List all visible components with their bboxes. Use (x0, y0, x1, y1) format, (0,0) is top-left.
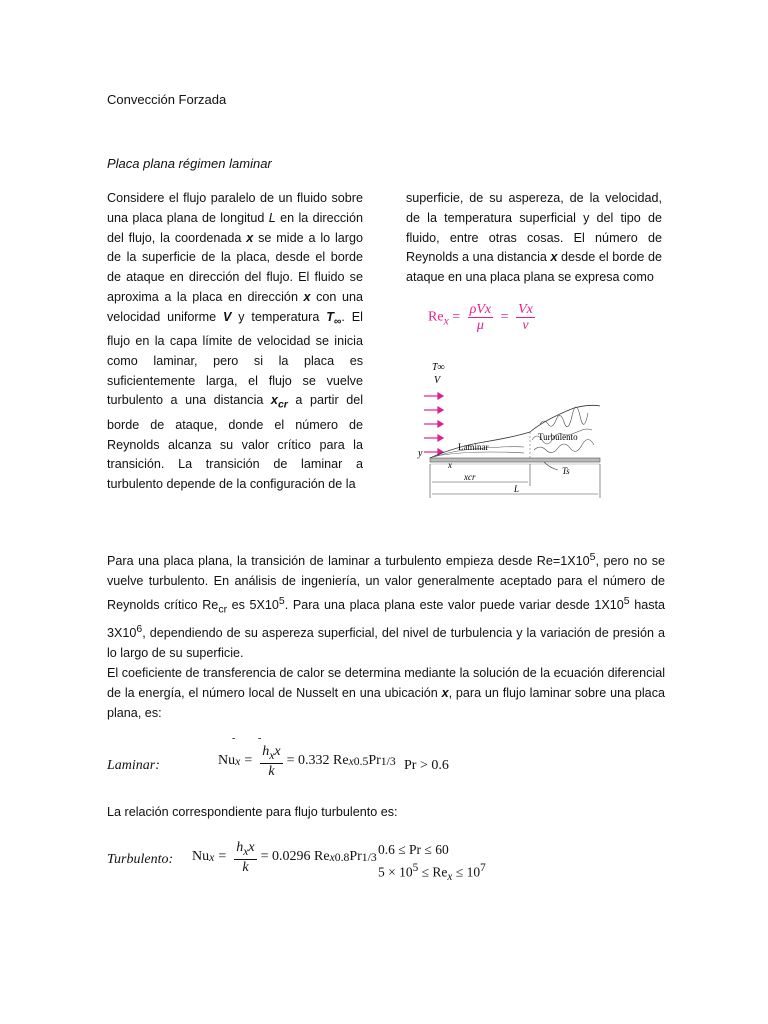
transition-paragraph: Para una placa plana, la transición de laminar a turbulento empieza desde $Re=1X10^5$, pero no se vuelve turbulento. En análisis de ingeniería, un valor generalmente aceptado para el número de Reynolds crítico $Re_{cr}$ es $5X10^5$. Para una placa plana este valor puede variar desde $1X10^5$ hasta $3X10^6$, dependiendo de su aspereza superficial, del nivel de turbulencia y la variación de presión a lo largo de su superficie. (107, 551, 665, 661)
flow-arrows (424, 393, 443, 455)
flat-plate (430, 458, 600, 462)
laminar-label: Laminar (458, 442, 489, 452)
turbulent-condition-re: $5 \times 10^5 \le Re_x \le 10^7$ (378, 862, 486, 884)
laminar-nusselt-equation: Nu x = $\frac{h_xx}{k}$ = 0.332 Re x 0.5 Pr 1/3 (218, 744, 396, 779)
turbulent-equation-label: Turbulento: (107, 852, 174, 867)
turbulent-condition-pr: 0.6 ≤ Pr ≤ 60 (378, 842, 449, 857)
left-column-paragraph: Considere el flujo paralelo de un fluido sobre una placa plana de longitud L en la dirección del flujo, la coordenada x se mide a lo largo de la superficie de la placa, desde el borde de ataque en dirección del flujo. El fluido se aproxima a la placa en dirección x con una velocidad uniforme V y temperatura $T_\infty$. El flujo en la capa límite de velocidad se inicia como laminar, pero si la placa es suficientemente larga, el flujo se vuelve turbulento a una distancia $x_{cr}$ a partir del borde de ataque, donde el número de Reynolds alcanza su valor crítico para la transición. La transición de laminar a turbulento depende de la configuración de la (107, 191, 364, 492)
x-label: x (448, 460, 452, 470)
nusselt-paragraph: El coeficiente de transferencia de calor se determina mediante la solución de la ecuación diferencial de la energía, el número local de Nusselt en una ubicación x, para un flujo laminar sobre una placa plana, es: (107, 666, 665, 720)
document-title: Convección Forzada (107, 92, 227, 107)
length-label: L (514, 484, 520, 494)
y-axis-label: y (418, 448, 423, 459)
right-column-paragraph: superficie, de su aspereza, de la velocidad, de la temperatura superficial y del tipo de fluido, entre otras cosas. El número de Reynolds a una distancia x desde el borde de ataque en una placa plana se expresa como (406, 191, 662, 285)
laminar-equation-label: Laminar: (107, 758, 160, 773)
dash-mark: - (232, 733, 236, 744)
xcr-label: xcr (464, 472, 476, 482)
turbulent-nusselt-equation: Nu x = $\frac{h_xx}{k}$ = 0.0296 Re x 0.8 Pr 1/3 (192, 840, 377, 875)
laminar-condition: Pr > 0.6 (404, 758, 449, 773)
reynolds-equation: $Re_x$ = $\frac{\text{ρVx}}{\mu}$ = $\frac{Vx}{\nu}$ (428, 302, 533, 333)
turbulent-intro-paragraph: La relación correspondiente para flujo turbulento es: (107, 805, 398, 819)
v-label: V (434, 375, 441, 386)
boundary-layer-figure (414, 352, 606, 504)
t-inf-label: T∞ (432, 362, 445, 373)
ts-label: Ts (562, 466, 570, 476)
turbulence-squiggles (532, 407, 594, 453)
turbulent-label: Turbulento (538, 432, 578, 442)
dash-mark: - (258, 733, 262, 744)
section-title: Placa plana régimen laminar (107, 156, 272, 171)
